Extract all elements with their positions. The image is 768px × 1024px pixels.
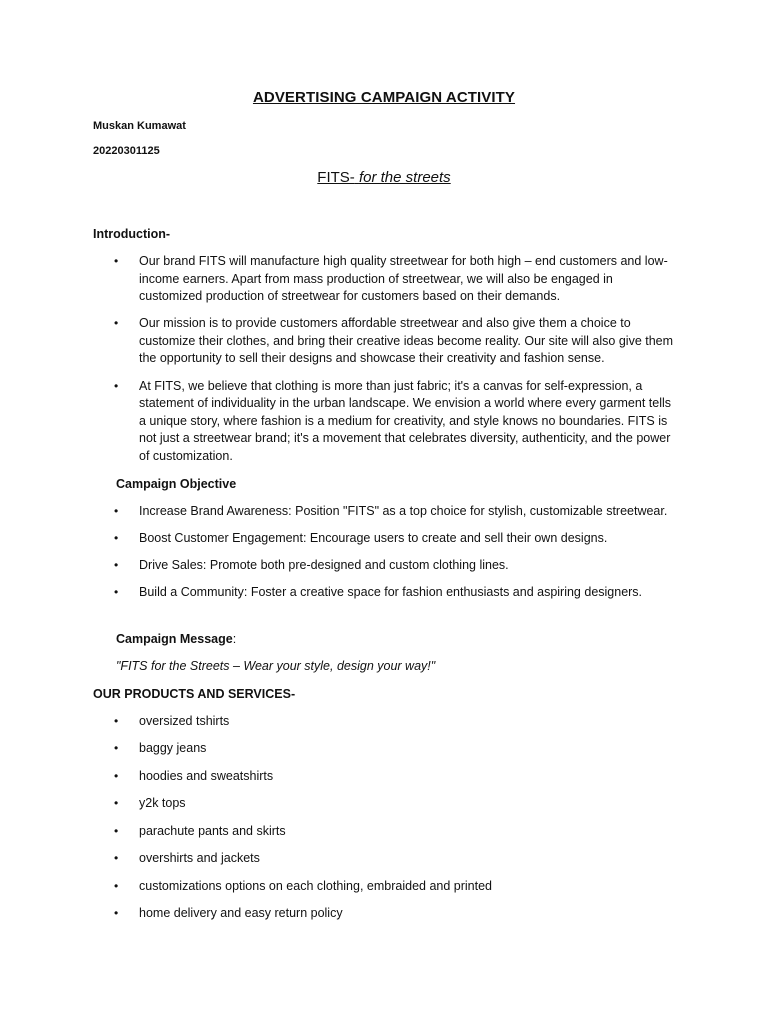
list-item-text: hoodies and sweatshirts (139, 768, 274, 783)
list-item-text: Our brand FITS will manufacture high quality streetwear for both high – end customers and low-income earners. Apart from mass production of streetwear, we will also be engaged in customized production of streetwear for customers based on their demands. (139, 254, 668, 304)
list-item-text: Our mission is to provide customers affordable streetwear and also give them a choice to customize their clothes, and bring their creative ideas become reality. Our site will also give them the opportunity to sell their designs and showcase their creativity and fashion sense. (139, 316, 674, 366)
list-item-text: Drive Sales: Promote both pre-designed and custom clothing lines. (139, 558, 509, 573)
list-item-text: y2k tops (139, 796, 186, 811)
bullet-icon: • (114, 378, 119, 393)
list-item (0, 905, 679, 923)
list-item-text: Increase Brand Awareness: Position "FITS" as a top choice for stylish, customizable streetwear. (139, 504, 668, 518)
bullet-icon: • (114, 504, 119, 518)
list-item (0, 713, 679, 731)
list-item-text: overshirts and jackets (139, 851, 260, 866)
list-item (0, 253, 679, 306)
list-item-text: Boost Customer Engagement: Encourage users to create and sell their own designs. (139, 531, 608, 546)
list-item (0, 795, 679, 813)
list-item (0, 378, 679, 466)
list-item (0, 530, 679, 548)
bullet-icon: • (114, 558, 119, 573)
subtitle-prefix: FITS- (317, 169, 355, 186)
bullet-icon: • (114, 316, 119, 331)
list-item (0, 503, 679, 521)
list-item-text: Build a Community: Foster a creative space for fashion enthusiasts and aspiring designers. (139, 585, 643, 600)
bullet-icon: • (114, 851, 119, 866)
list-item (0, 768, 679, 786)
list-item (0, 584, 679, 602)
list-item (0, 315, 679, 368)
document-title: ADVERTISING CAMPAIGN ACTIVITY (252, 89, 516, 106)
bullet-icon: • (114, 768, 119, 783)
list-item-text: oversized tshirts (139, 714, 230, 728)
bullet-icon: • (114, 714, 119, 728)
list-item (0, 823, 679, 841)
bullet-icon: • (114, 531, 119, 546)
subtitle-italic: for the streets (358, 169, 451, 186)
list-item-text: home delivery and easy return policy (139, 906, 343, 921)
products-list (0, 713, 768, 933)
bullet-icon: • (114, 906, 119, 921)
list-item-text: customizations options on each clothing, embraided and printed (139, 878, 492, 893)
objective-heading: Campaign Objective (116, 477, 237, 491)
list-item (0, 878, 679, 896)
message-heading (116, 632, 236, 646)
bullet-icon: • (114, 254, 119, 268)
message-heading-text: Campaign Message (116, 632, 233, 646)
products-heading: OUR PRODUCTS AND SERVICES- (93, 687, 296, 701)
bullet-icon: • (114, 741, 119, 756)
introduction-heading: Introduction- (93, 227, 171, 241)
bullet-icon: • (114, 878, 119, 893)
author-name: Muskan Kumawat (93, 120, 186, 132)
message-heading-colon: : (232, 632, 237, 646)
list-item (0, 740, 679, 758)
roll-number: 20220301125 (93, 145, 160, 157)
bullet-icon: • (114, 796, 119, 811)
list-item-text: parachute pants and skirts (139, 823, 286, 838)
list-item (0, 850, 679, 868)
bullet-icon: • (114, 585, 119, 600)
list-item (0, 557, 679, 575)
bullet-icon: • (114, 823, 119, 838)
campaign-tagline: "FITS for the Streets – Wear your style, design your way!" (116, 659, 436, 673)
list-item-text: baggy jeans (139, 741, 207, 756)
objective-list (0, 503, 768, 611)
list-item-text: At FITS, we believe that clothing is more than just fabric; it's a canvas for self-expression, a statement of individuality in the urban landscape. We envision a world where every garment tells a unique story, where fashion is a medium for creativity, and style knows no boundaries. FITS is not just a streetwear brand; it's a movement that celebrates diversity, authenticity, and the power of customization. (139, 378, 671, 463)
introduction-list (0, 253, 768, 475)
brand-subtitle (0, 169, 768, 186)
